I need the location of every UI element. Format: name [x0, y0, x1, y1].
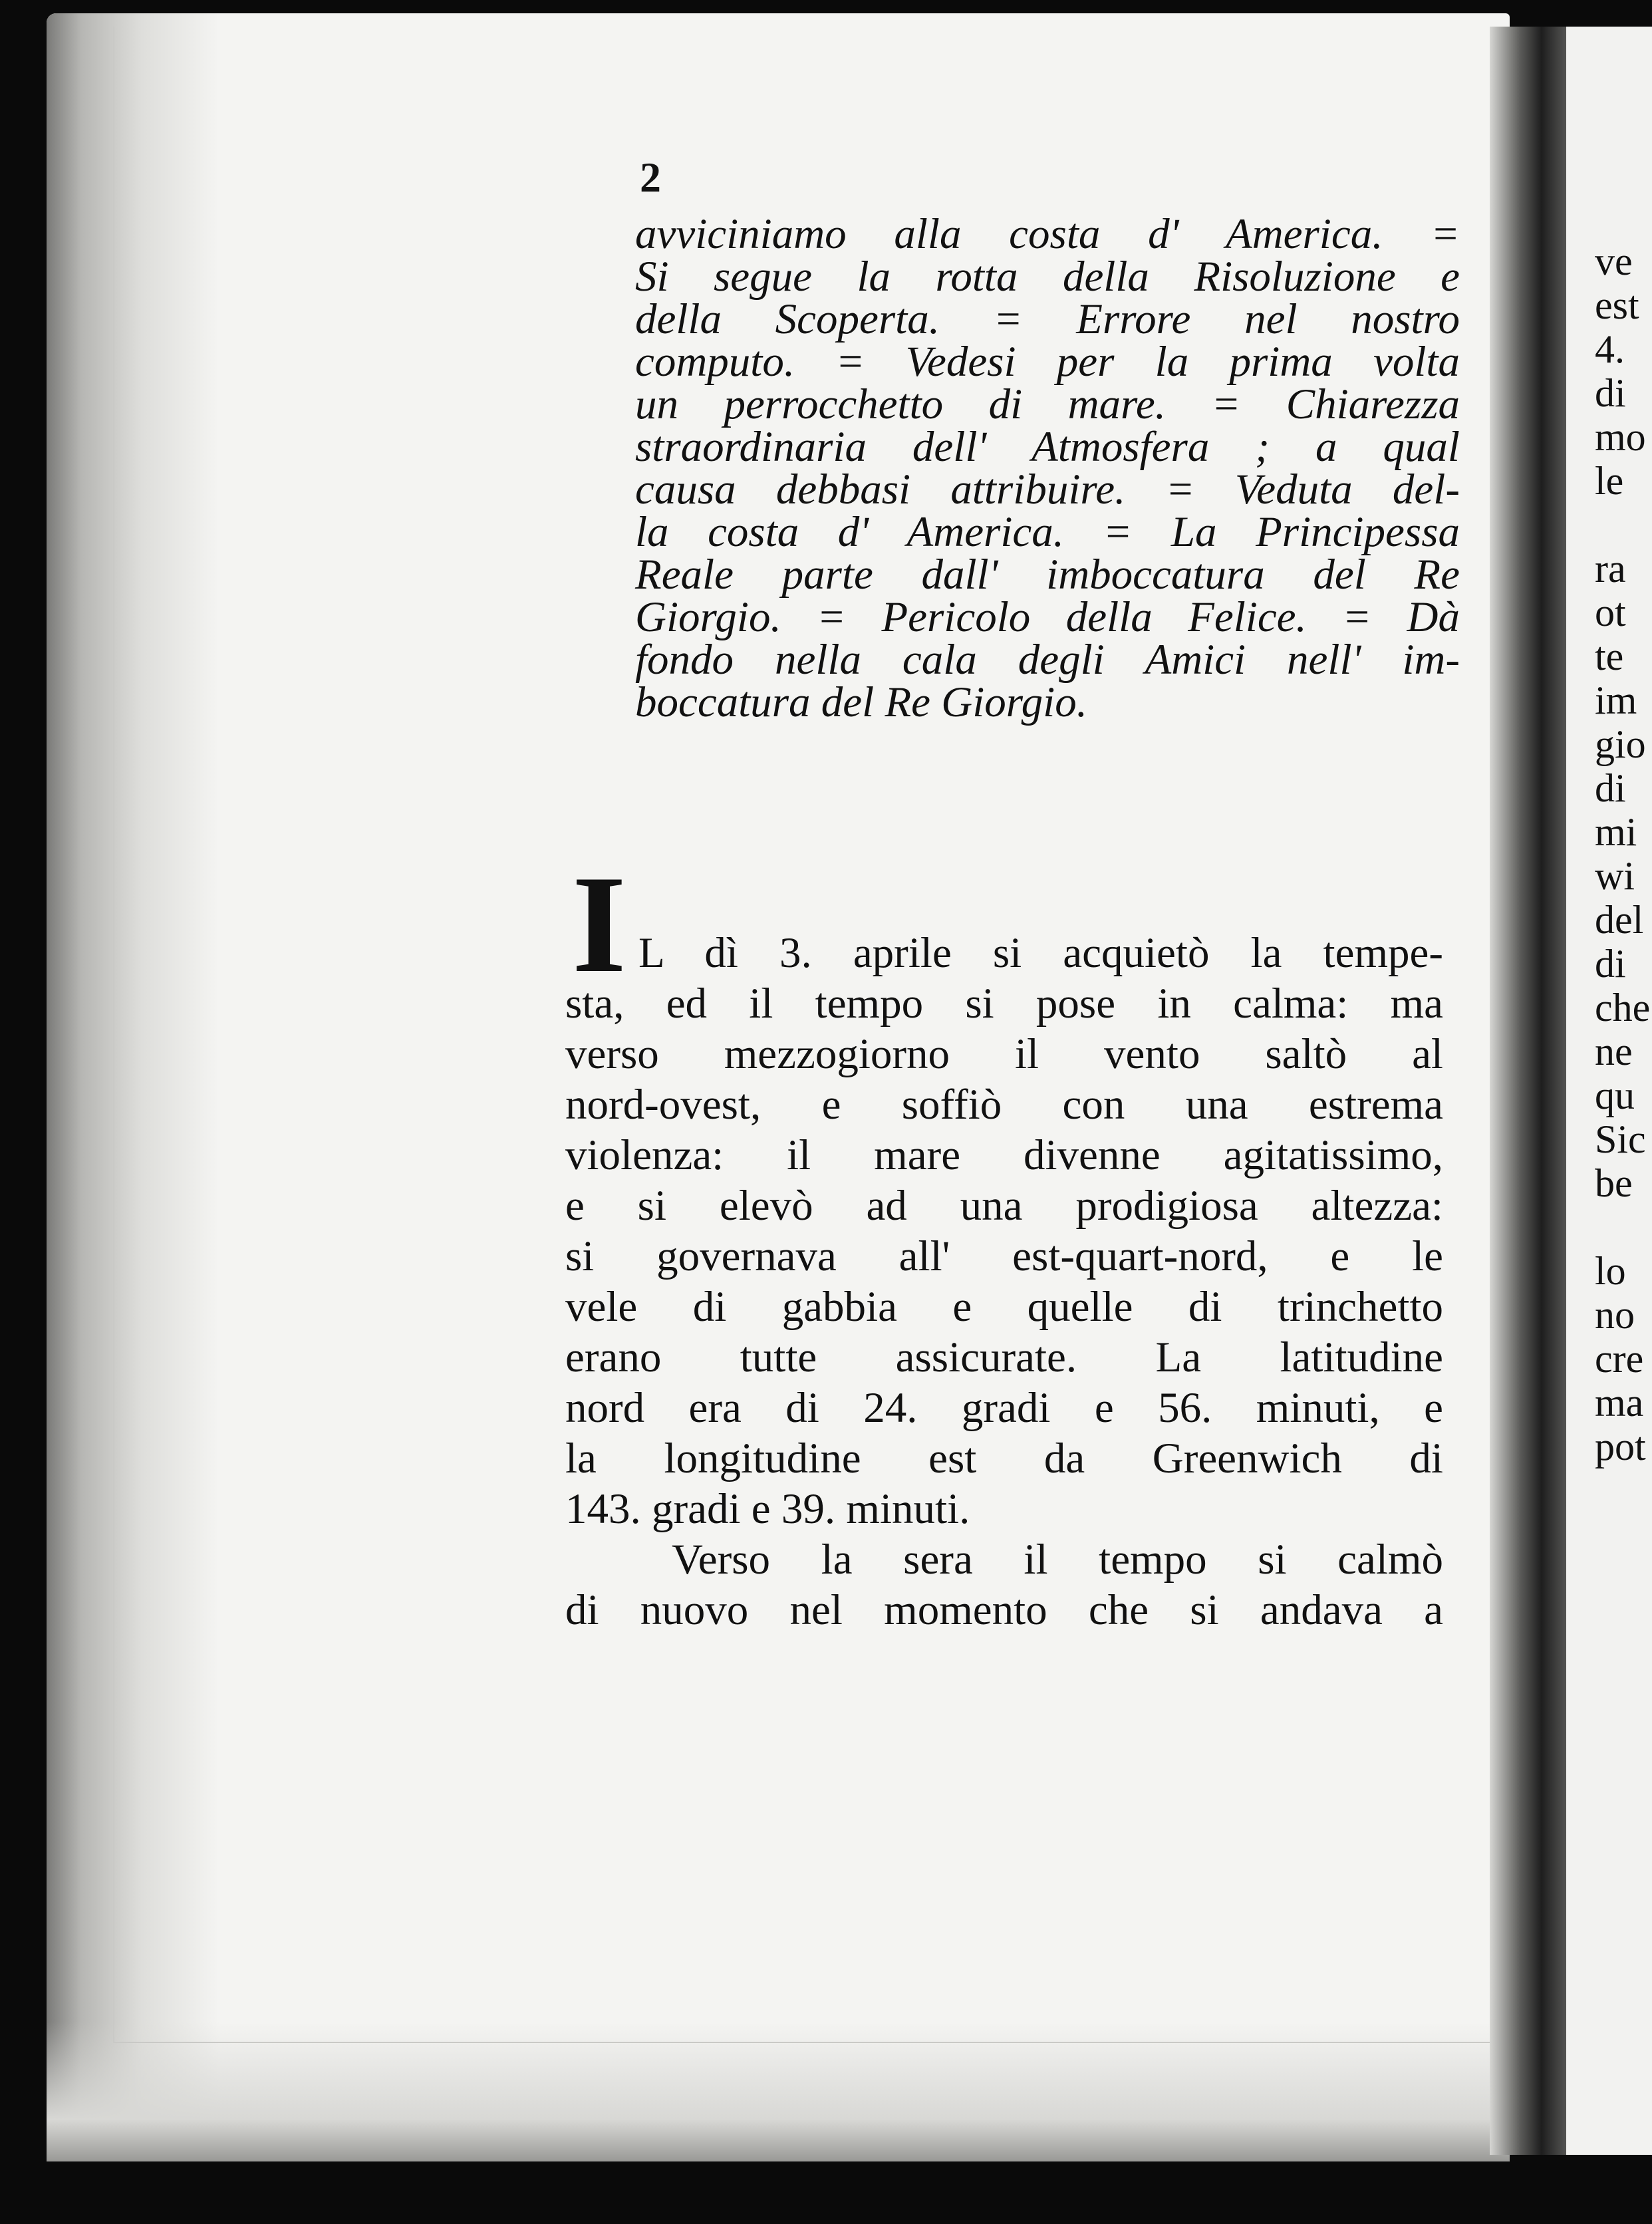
body-line: sta, ed il tempo si pose in calma: ma [565, 980, 1443, 1028]
right-page-fragment: di [1595, 766, 1626, 810]
right-page-text-fragments [1595, 239, 1650, 1468]
right-page-fragment: 4. [1595, 327, 1625, 371]
body-line: Verso la sera il tempo si calmò [672, 1536, 1443, 1584]
right-page-fragment: no [1595, 1293, 1635, 1337]
summary-line: boccatura del Re Giorgio. [635, 678, 1087, 726]
right-page-fragment: mo [1595, 415, 1646, 459]
body-line: la longitudine est da Greenwich di [565, 1435, 1443, 1482]
summary-line: straordinaria dell' Atmosfera ; a qual [635, 423, 1460, 471]
summary-line: un perrocchetto di mare. = Chiarezza [635, 380, 1460, 428]
right-page-fragment: ve [1595, 239, 1633, 283]
right-page-fragment: pot [1595, 1425, 1646, 1468]
summary-line: fondo nella cala degli Amici nell' im- [635, 636, 1460, 684]
summary-line: Giorgio. = Pericolo della Felice. = Dà [635, 593, 1460, 641]
right-page-fragment: te [1595, 634, 1624, 678]
body-line: vele di gabbia e quelle di trinchetto [565, 1283, 1443, 1331]
right-page-fragment [1595, 1205, 1650, 1249]
book-gutter [1490, 27, 1576, 2155]
right-page-fragment: le [1595, 459, 1624, 503]
right-page-fragment: ne [1595, 1030, 1633, 1073]
summary-line: computo. = Vedesi per la prima volta [635, 338, 1460, 386]
right-page-fragment: ma [1595, 1381, 1644, 1425]
body-line: si governava all' est-quart-nord, e le [565, 1232, 1443, 1280]
summary-line: Reale parte dall' imboccatura del Re [635, 551, 1460, 599]
body-line: L dì 3. aprile si acquietò la tempe- [638, 929, 1443, 977]
body-line: nord era di 24. gradi e 56. minuti, e [565, 1384, 1443, 1432]
body-line: nord-ovest, e soffiò con una estrema [565, 1081, 1443, 1129]
right-page-fragment: be [1595, 1161, 1633, 1205]
body-line: violenza: il mare divenne agitatissimo, [565, 1131, 1443, 1179]
body-line: e si elevò ad una prodigiosa altezza: [565, 1182, 1443, 1230]
body-line: erano tutte assicurate. La latitudine [565, 1333, 1443, 1381]
right-page-fragment: wi [1595, 854, 1635, 898]
right-page-fragment: che [1595, 986, 1651, 1030]
page-number: 2 [640, 154, 661, 201]
drop-cap: I [572, 847, 626, 1002]
right-page-fragment: gio [1595, 722, 1646, 766]
right-page-fragment: lo [1595, 1249, 1626, 1293]
summary-line: Si segue la rotta della Risoluzione e [635, 253, 1460, 301]
right-page-fragment [1595, 503, 1650, 547]
right-page-fragment: di [1595, 371, 1626, 415]
body-line: 143. gradi e 39. minuti. [565, 1485, 970, 1533]
right-page-fragment: qu [1595, 1073, 1635, 1117]
summary-line: avviciniamo alla costa d' America. = [635, 210, 1460, 258]
right-page-fragment: Sic [1595, 1117, 1646, 1161]
body-text [565, 928, 1443, 1635]
right-page-fragment: im [1595, 678, 1637, 722]
body-line: verso mezzogiorno il vento saltò al [565, 1030, 1443, 1078]
right-page-fragment: est [1595, 283, 1639, 327]
right-page-fragment: cre [1595, 1337, 1644, 1381]
right-page-fragment: ot [1595, 591, 1626, 634]
chapter-summary [635, 210, 1460, 726]
right-page-fragment: del [1595, 898, 1644, 942]
summary-line: la costa d' America. = La Principessa [635, 508, 1460, 556]
right-page-fragment: mi [1595, 810, 1637, 854]
summary-line: della Scoperta. = Errore nel nostro [635, 295, 1460, 343]
right-page-fragment: di [1595, 942, 1626, 986]
summary-line: causa debbasi attribuire. = Veduta del- [635, 466, 1460, 513]
body-line: di nuovo nel momento che si andava a [565, 1586, 1443, 1634]
right-page-fragment: ra [1595, 547, 1626, 591]
